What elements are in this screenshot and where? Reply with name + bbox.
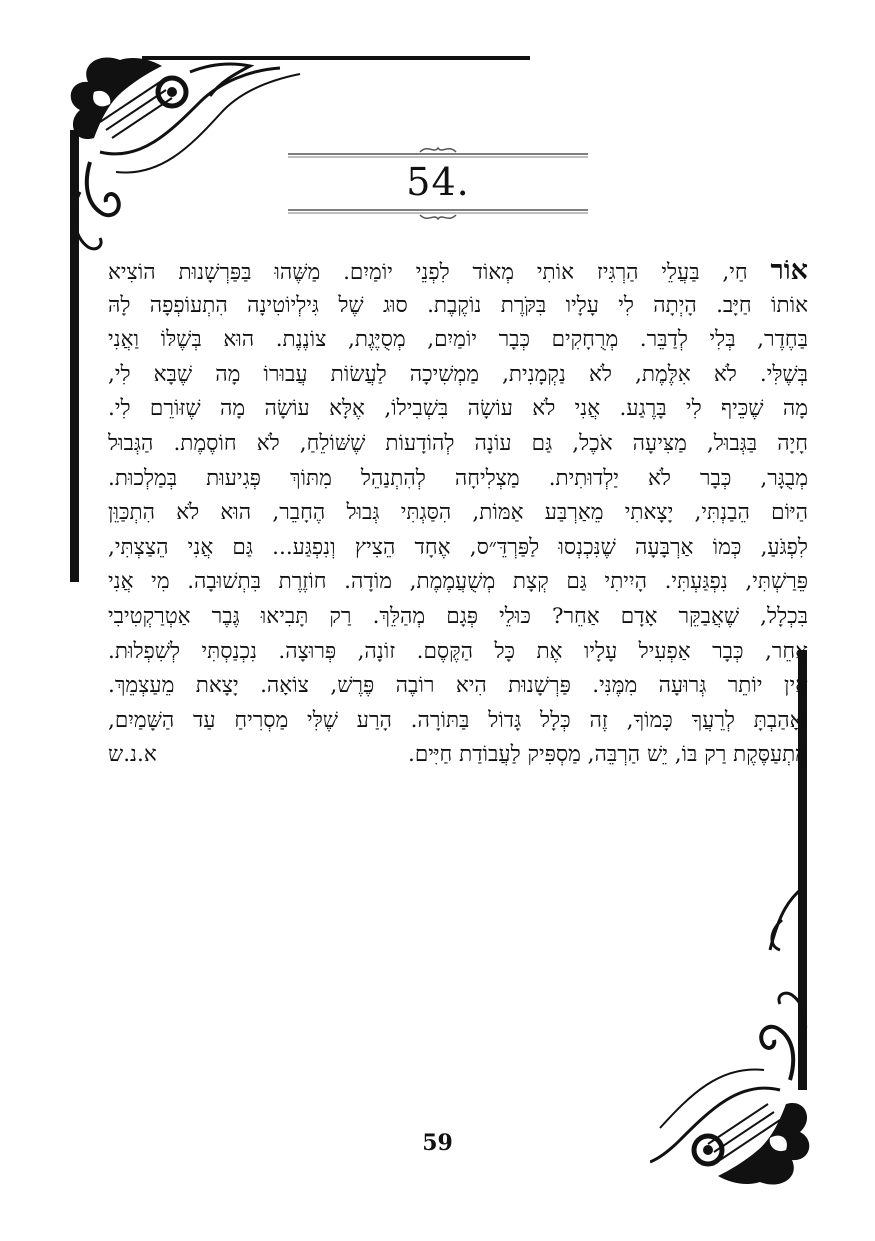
text-line: מְבֻגָּר, כְּבָר לֹא יַלְדוּתִית. מַצְלִיחָה לְהִתְנַהֵל מִתּוֹךְ פְּגִיעוּת בְּמַלְכוּת. — [108, 465, 808, 491]
text-line — [108, 254, 808, 289]
text-line: בַּחֶדֶר, בְּלִי לְדַבֵּר. מְרֻחָקִים כְּבָר יוֹמַיִם, מְסֻיֶּגֶת, צוֹנֶנֶת. הוּא בְּשֶׁלּוֹ וַאֲנִי — [108, 327, 808, 353]
chapter-heading — [288, 142, 588, 220]
text-line: בִּכְלָל, שֶׁאֲבַקֵּר אָדָם אַחֵר? כּוּלֵי פְּגָם מְהַלֵּךְ. רַק תָּבִיאוּ גֶּבֶר אַטְרַקְטִיבִי — [108, 603, 808, 629]
text-line: אֵין יוֹתֵר גְּרוּעָה מִמֶּנִּי. פַּרְשָׁנוּת הִיא רוֹבֶה פֶּרֶשׁ, צוֹאָה. יָצָאת מֵעַצְמֵךְ. — [108, 673, 808, 699]
text-line: וְאָהַבְתָּ לְרֵעֲךָ כָּמוֹךָ, זֶה כְּלָל גָּדוֹל בַּתּוֹרָה. הָרַע שֶׁלִּי מַסְרִיחַ עַד הַשָּׁמַיִם, — [108, 707, 808, 733]
line-text: מִתְעַסֶּקֶת רַק בּוֹ, יֵשׁ הַרְבֵּה, מַסְפִּיק לַעֲבוֹדַת חַיִּים. — [408, 742, 808, 768]
first-word: אוֹר — [770, 255, 808, 286]
chapter-number: 54. — [406, 160, 470, 204]
text-line: לִפְגֹּעַ, כְּמוֹ אַרְבָּעָה שֶׁנִּכְנְסוּ לַפַּרְדֵּ״ס, אֶחָד הֵצִיץ וְנִפְגַּע... גַּם אֲנִי הֵצַצְתִּי, — [108, 534, 808, 560]
line-text: חַי, בַּעֲלֵי הַרְגִּיז אוֹתִי מְאוֹד לִפְנֵי יוֹמַיִם. מַשֶּׁהוּ בַּפַּרְשָׁנוּת הוֹצִיא — [108, 260, 771, 285]
text-line: בְּשֶׁלִּי. לֹא אִלֶּמֶת, לֹא נַקְמָנִית, מַמְשִׁיכָה לַעֲשׂוֹת עֲבוּרוֹ מָה שֶׁבָּא לִי, — [108, 361, 808, 387]
text-line: אַחֵר, כְּבָר אַפְעִיל עָלָיו אֶת כָּל הַקֶּסֶם. זוֹנָה, פְּרוּצָה. נִכְנַסְתִּי לְשִׁפְלוּת. — [108, 638, 808, 664]
text-line: הַיּוֹם הֵבַנְתִּי, יָצָאתִי מֵאַרְבַּע אַמּוֹת, הִסַּגְתִּי גְּבוּל הֶחָבֵר, הוּא לֹא הִתְכַּוֵּן — [108, 500, 808, 526]
text-line: פֵּרַשְׁתִּי, נִפְגַּעְתִּי. הָיִיתִי גַּם קְצָת מְשֻׁעֲמֶמֶת, מוֹדָה. חוֹזֶרֶת בִּתְשׁוּבָה. מִי אֲנִי — [108, 569, 808, 595]
text-line-last — [108, 738, 808, 773]
text-line: אוֹתוֹ חַיָּב. הָיְתָה לִי עָלָיו בִּקֹּרֶת נוֹקֶבֶת. סוּג שֶׁל גִּילְיוֹטִינָה הִתְעוֹפְפָה לָהּ — [108, 292, 808, 318]
text-line: חָיָה בַּגְּבוּל, מַצִּיעָה אֹכֶל, גַּם עוֹנָה לְהוֹדָעוֹת שֶׁשּׁוֹלֵחַ, לֹא חוֹסֶמֶת. הַגְּבוּל — [108, 430, 808, 456]
text-line: מָה שֶׁכֵּיף לִי בָּרֶגַע. אֲנִי לֹא עוֹשָׂה בִּשְׁבִילוֹ, אֶלָּא עוֹשָׂה מָה שֶׁזּוֹרֵם לִי. — [108, 396, 808, 422]
author-signature: א.נ.ש — [108, 742, 157, 768]
page-number: 59 — [422, 1130, 453, 1156]
poem-body — [108, 254, 808, 914]
